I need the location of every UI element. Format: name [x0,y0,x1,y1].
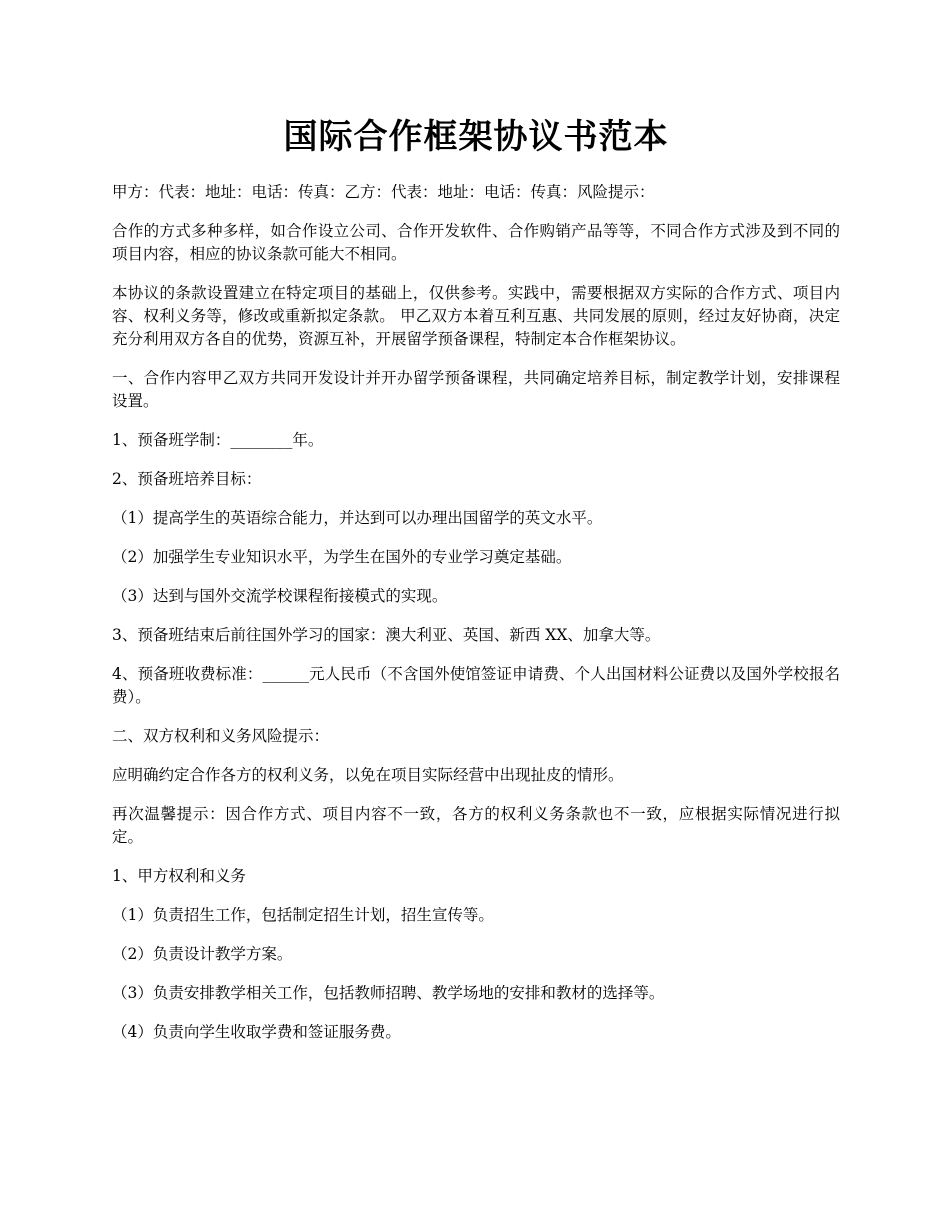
duty-fee-collection: （4）负责向学生收取学费和签证服务费。 [112,1023,401,1041]
duty-teaching-plan: （2）负责设计教学方案。 [112,945,293,963]
document-page [112,0,840,1060]
duty-teaching-arrangements: （3）负责安排教学相关工作，包括教师招聘、教学场地的安排和教材的选择等。 [112,984,665,1002]
goal-course-connection: （3）达到与国外交流学校课程衔接模式的实现。 [112,587,448,605]
clause-basis-paragraph: 本协议的条款设置建立在特定项目的基础上，仅供参考。实践中，需要根据双方实际的合作方式、项目内容、权利义务等，修改或重新拟定条款。 甲乙双方本着互利互惠、共同发展的原则，经过友好协商，决定充分利用双方各自的优势，资源互补，开展留学预备课程，特制定本合作框架协议。 [112,284,840,348]
item-destination-countries: 3、预备班结束后前往国外学习的国家：澳大利亚、英国、新西 XX、加拿大等。 [112,626,661,644]
document-title: 国际合作框架协议书范本 [283,117,669,157]
item-fee-standard: 4、预备班收费标准：______元人民币（不含国外使馆签证申请费、个人出国材料公证费以及国外学校报名费）。 [112,665,840,706]
goal-professional-knowledge: （2）加强学生专业知识水平，为学生在国外的专业学习奠定基础。 [112,548,572,566]
item-program-duration: 1、预备班学制：________年。 [112,431,324,449]
section-rights-obligations: 二、双方权利和义务风险提示： [112,727,330,745]
cooperation-methods-paragraph: 合作的方式多种多样，如合作设立公司、合作开发软件、合作购销产品等等，不同合作方式涉及到不同的项目内容，相应的协议条款可能大不相同。 [112,222,840,263]
item-party-a-rights: 1、甲方权利和义务 [112,867,246,885]
party-info-paragraph: 甲方：代表：地址：电话：传真：乙方：代表：地址：电话：传真：风险提示： [112,183,655,201]
section-cooperation-content: 一、合作内容甲乙双方共同开发设计并开办留学预备课程，共同确定培养目标，制定教学计划，安排课程设置。 [112,369,840,410]
item-training-goals: 2、预备班培养目标： [112,470,262,488]
goal-english-ability: （1）提高学生的英语综合能力，并达到可以办理出国留学的英文水平。 [112,509,603,527]
rights-clarification-paragraph: 应明确约定合作各方的权利义务，以免在项目实际经营中出现扯皮的情形。 [112,766,624,784]
document-body [112,181,840,1044]
reminder-paragraph: 再次温馨提示：因合作方式、项目内容不一致，各方的权利义务条款也不一致，应根据实际情况进行拟定。 [112,805,840,846]
duty-enrollment: （1）负责招生工作，包括制定招生计划，招生宣传等。 [112,906,494,924]
